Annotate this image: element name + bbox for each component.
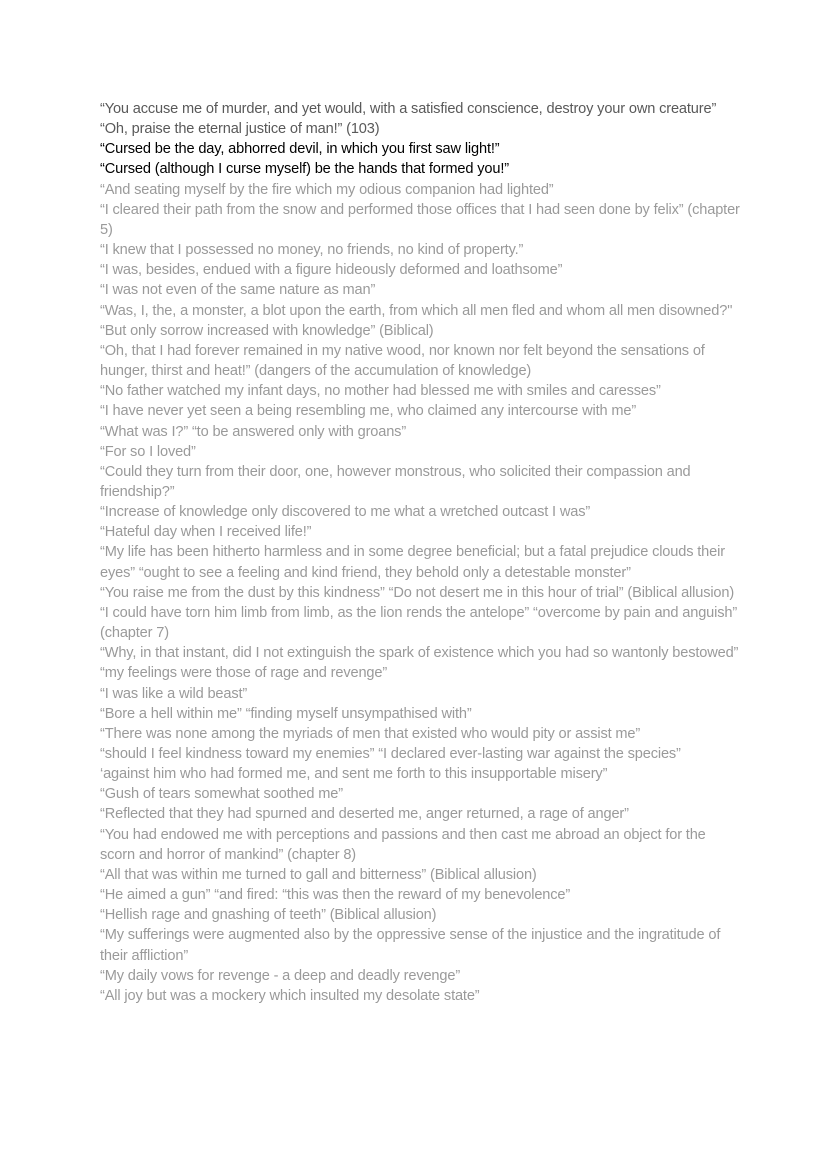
quote-line: “All joy but was a mockery which insulted my desolate state” (100, 987, 480, 1004)
quote-line: “All that was within me turned to gall and bitterness” (Biblical allusion) (100, 866, 537, 883)
quote-line: “My life has been hitherto harmless and in some degree beneficial; but a fatal prejudice clouds their eyes” “ought to see a feeling and kind friend, they behold only a detestable monster” (100, 544, 725, 581)
quote-line: “Could they turn from their door, one, however monstrous, who solicited their compassion and friendship?” (100, 463, 691, 500)
quote-line: “I was not even of the same nature as man” (100, 282, 376, 299)
quote-line: “My daily vows for revenge - a deep and deadly revenge” (100, 967, 461, 984)
quote-line: “You raise me from the dust by this kindness” “Do not desert me in this hour of trial” (Biblical allusion) (100, 584, 735, 601)
quotes-document (100, 99, 740, 1006)
quote-line: “My sufferings were augmented also by the oppressive sense of the injustice and the ingratitude of their affliction” (100, 927, 721, 964)
quote-line: “I have never yet seen a being resembling me, who claimed any intercourse with me” (100, 403, 637, 420)
quote-line: “Cursed (although I curse myself) be the hands that formed you!” (100, 161, 509, 178)
quote-line: “You accuse me of murder, and yet would, with a satisfied conscience, destroy your own creature” “Oh, praise the eternal justice of man!” (103) (100, 101, 717, 138)
quote-line: “Increase of knowledge only discovered to me what a wretched outcast I was” (100, 504, 591, 521)
quote-line: “Hateful day when I received life!” (100, 524, 312, 541)
quote-line: “For so I loved” (100, 443, 196, 460)
quote-line: “No father watched my infant days, no mother had blessed me with smiles and caresses” (100, 383, 661, 400)
quote-line: “Bore a hell within me” “finding myself unsympathised with” (100, 705, 472, 722)
quote-line: “You had endowed me with perceptions and passions and then cast me abroad an object for the scorn and horror of mankind” (chapter 8) (100, 826, 706, 863)
quote-line: “I was, besides, endued with a figure hideously deformed and loathsome” (100, 262, 563, 279)
quote-line: “I cleared their path from the snow and performed those offices that I had seen done by felix” (chapter 5) (100, 201, 740, 238)
quote-line: “Cursed be the day, abhorred devil, in which you first saw light!” (100, 141, 500, 158)
quote-line: “He aimed a gun” “and fired: “this was then the reward of my benevolence” (100, 887, 571, 904)
quote-line: “And seating myself by the fire which my odious companion had lighted” (100, 181, 554, 198)
quote-line: “Oh, that I had forever remained in my native wood, nor known nor felt beyond the sensations of hunger, thirst and heat!” (dangers of the accumulation of knowledge) (100, 342, 705, 380)
quote-line: ‘against him who had formed me, and sent me forth to this insupportable misery” (100, 766, 608, 783)
quote-line: “What was I?” “to be answered only with groans” (100, 423, 407, 440)
quote-line: “should I feel kindness toward my enemies” “I declared ever-lasting war against the species” (100, 746, 681, 762)
quote-line: “Why, in that instant, did I not extinguish the spark of existence which you had so wantonly bestowed” “my feelings were those of rage and revenge” (100, 645, 739, 682)
quote-line: “Hellish rage and gnashing of teeth” (Biblical allusion) (100, 907, 437, 924)
quote-line: “I knew that I possessed no money, no friends, no kind of property.” (100, 242, 524, 259)
quote-line: “I could have torn him limb from limb, as the lion rends the antelope” “overcome by pain and anguish” (chapter 7) (100, 604, 738, 642)
quote-line: “Reflected that they had spurned and deserted me, anger returned, a rage of anger” (100, 806, 629, 823)
quote-line: “Was, I, the, a monster, a blot upon the earth, from which all men fled and whom all men disowned?" (100, 302, 733, 319)
quote-line: “There was none among the myriads of men that existed who would pity or assist me” (100, 725, 641, 742)
quote-line: “But only sorrow increased with knowledge” (Biblical) (100, 322, 434, 339)
quote-line: “I was like a wild beast” (100, 685, 248, 702)
quote-line: “Gush of tears somewhat soothed me” (100, 786, 343, 803)
